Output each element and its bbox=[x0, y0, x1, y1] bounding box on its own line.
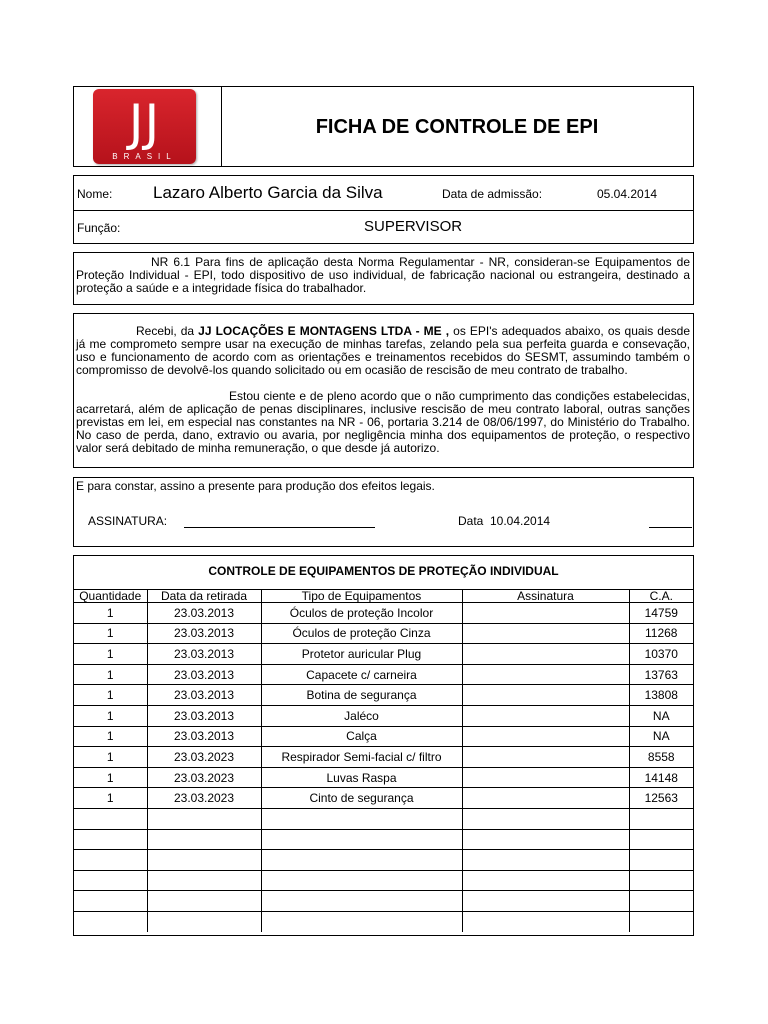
equipment-type-cell: Luvas Raspa bbox=[261, 767, 462, 788]
quantity-cell: 1 bbox=[74, 788, 147, 809]
withdrawal-date-cell bbox=[147, 808, 261, 829]
withdrawal-date-cell: 23.03.2013 bbox=[147, 603, 261, 624]
table-row bbox=[74, 850, 693, 871]
epi-table bbox=[74, 589, 693, 932]
withdrawal-date-cell: 23.03.2023 bbox=[147, 767, 261, 788]
equipment-type-cell: Capacete c/ carneira bbox=[261, 664, 462, 685]
quantity-cell: 1 bbox=[74, 705, 147, 726]
withdrawal-date-cell bbox=[147, 891, 261, 912]
table-row bbox=[74, 705, 693, 726]
signature-cell[interactable] bbox=[462, 664, 629, 685]
equipment-type-cell: Protetor auricular Plug bbox=[261, 644, 462, 665]
equipment-type-cell: Óculos de proteção Incolor bbox=[261, 603, 462, 624]
term-p1-intro: Recebi, da bbox=[136, 324, 199, 338]
withdrawal-date-cell bbox=[147, 829, 261, 850]
term-p1-body: os EPI's adequados abaixo, os quais desde já me comprometo sempre usar na execução de minhas tarefas, zelando pela sua perfeita guarda e consevação, uso e funcionamento de acordo com as orientações e treinamentos recebidos do SESMT, assumindo também o compromisso de devolvê-los quando solicitado ou em ocasião de rescisão de meu contrato de trabalho. bbox=[76, 324, 691, 377]
table-row bbox=[74, 891, 693, 912]
table-row bbox=[74, 623, 693, 644]
withdrawal-date-cell bbox=[147, 870, 261, 891]
employee-function-row bbox=[73, 210, 694, 244]
table-row bbox=[74, 911, 693, 931]
header-signature: Assinatura bbox=[462, 589, 629, 603]
table-row bbox=[74, 644, 693, 665]
header-ca: C.A. bbox=[629, 589, 693, 603]
signature-cell[interactable] bbox=[462, 726, 629, 747]
equipment-type-cell bbox=[261, 891, 462, 912]
quantity-cell bbox=[74, 829, 147, 850]
ca-cell: NA bbox=[629, 726, 693, 747]
signature-cell[interactable] bbox=[462, 788, 629, 809]
table-row bbox=[74, 808, 693, 829]
withdrawal-date-cell: 23.03.2023 bbox=[147, 747, 261, 768]
withdrawal-date-cell: 23.03.2013 bbox=[147, 685, 261, 706]
table-row bbox=[74, 870, 693, 891]
withdrawal-date-cell: 23.03.2013 bbox=[147, 726, 261, 747]
signature-cell[interactable] bbox=[462, 685, 629, 706]
ca-cell bbox=[629, 829, 693, 850]
quantity-cell: 1 bbox=[74, 623, 147, 644]
table-row bbox=[74, 685, 693, 706]
ca-cell: 13808 bbox=[629, 685, 693, 706]
ca-cell bbox=[629, 850, 693, 871]
table-row bbox=[74, 747, 693, 768]
equipment-type-cell bbox=[261, 911, 462, 931]
term-paragraph-1 bbox=[76, 325, 690, 377]
quantity-cell bbox=[74, 911, 147, 931]
equipment-type-cell: Jaléco bbox=[261, 705, 462, 726]
nr-definition-text: NR 6.1 Para fins de aplicação desta Norma Regulamentar - NR, consideran-se Equipamentos de Proteção Individual - EPI, todo dispositivo de uso individual, de fabricação nacional ou estrangeira, destinado a proteção a saúde e a integridade física do trabalhador. bbox=[76, 255, 690, 295]
admission-label: Data de admissão: bbox=[442, 187, 543, 201]
logo-subtitle: BRASIL bbox=[112, 152, 177, 161]
signature-cell[interactable] bbox=[462, 623, 629, 644]
signature-label: ASSINATURA: bbox=[88, 514, 168, 528]
signature-cell[interactable] bbox=[462, 603, 629, 624]
withdrawal-date-cell: 23.03.2013 bbox=[147, 664, 261, 685]
equipment-type-cell bbox=[261, 829, 462, 850]
signature-cell[interactable] bbox=[462, 829, 629, 850]
signature-cell[interactable] bbox=[462, 767, 629, 788]
table-row bbox=[74, 664, 693, 685]
ca-cell: NA bbox=[629, 705, 693, 726]
quantity-cell: 1 bbox=[74, 685, 147, 706]
equipment-type-cell bbox=[261, 870, 462, 891]
quantity-cell: 1 bbox=[74, 603, 147, 624]
quantity-cell: 1 bbox=[74, 767, 147, 788]
ca-cell: 12563 bbox=[629, 788, 693, 809]
ca-cell: 11268 bbox=[629, 623, 693, 644]
document-title: FICHA DE CONTROLE DE EPI bbox=[315, 116, 599, 138]
equipment-type-cell: Calça bbox=[261, 726, 462, 747]
quantity-cell bbox=[74, 891, 147, 912]
legal-statement: E para constar, assino a presente para produção dos efeitos legais. bbox=[76, 479, 435, 493]
employee-name-row bbox=[73, 175, 694, 211]
signature-cell[interactable] bbox=[462, 891, 629, 912]
quantity-cell: 1 bbox=[74, 644, 147, 665]
signature-date: 10.04.2014 bbox=[490, 514, 551, 528]
table-title: CONTROLE DE EQUIPAMENTOS DE PROTEÇÃO INDIVIDUAL bbox=[74, 556, 693, 590]
form-header bbox=[73, 86, 694, 167]
header-equipment-type: Tipo de Equipamentos bbox=[261, 589, 462, 603]
company-name: JJ LOCAÇÕES E MONTAGENS LTDA - ME , bbox=[198, 324, 450, 338]
equipment-type-cell: Respirador Semi-facial c/ filtro bbox=[261, 747, 462, 768]
name-label: Nome: bbox=[77, 187, 113, 201]
signature-cell[interactable] bbox=[462, 850, 629, 871]
company-logo bbox=[93, 89, 196, 164]
signature-date-label: Data bbox=[458, 514, 484, 528]
ca-cell bbox=[629, 891, 693, 912]
equipment-type-cell: Botina de segurança bbox=[261, 685, 462, 706]
term-paragraph-2: Estou ciente e de pleno acordo que o não cumprimento das condições estabelecidas, acarretará, além de aplicação de penas disciplinares, inclusive rescisão de meu contrato laboral, outras sanções previstas em lei, em especial nas constantes na NR - 06, portaria 3.214 de 08/06/1997, do Ministério do Trabalho. No caso de perda, dano, extravio ou avaria, por negligência minha dos equipamentos de proteção, o respectivo valor será debitado de minha remuneração, o que desde já autorizo. bbox=[76, 389, 690, 455]
signature-cell[interactable] bbox=[462, 705, 629, 726]
table-row bbox=[74, 603, 693, 624]
ca-cell: 10370 bbox=[629, 644, 693, 665]
signature-cell[interactable] bbox=[462, 747, 629, 768]
ca-cell bbox=[629, 870, 693, 891]
quantity-cell: 1 bbox=[74, 664, 147, 685]
nr-definition-box bbox=[73, 252, 694, 305]
quantity-cell bbox=[74, 870, 147, 891]
ca-cell: 14148 bbox=[629, 767, 693, 788]
ca-cell bbox=[629, 808, 693, 829]
epi-control-table-box bbox=[73, 555, 694, 936]
table-row bbox=[74, 767, 693, 788]
employee-name: Lazaro Alberto Garcia da Silva bbox=[153, 183, 383, 202]
signature-line[interactable] bbox=[184, 527, 375, 528]
signature-cell[interactable] bbox=[462, 870, 629, 891]
quantity-cell bbox=[74, 808, 147, 829]
equipment-type-cell: Cinto de segurança bbox=[261, 788, 462, 809]
quantity-cell: 1 bbox=[74, 747, 147, 768]
function-label: Função: bbox=[77, 221, 121, 235]
ca-cell: 8558 bbox=[629, 747, 693, 768]
signature-cell[interactable] bbox=[462, 808, 629, 829]
withdrawal-date-cell bbox=[147, 911, 261, 931]
date-line bbox=[649, 527, 692, 528]
withdrawal-date-cell: 23.03.2023 bbox=[147, 788, 261, 809]
employee-function: SUPERVISOR bbox=[364, 218, 463, 235]
equipment-type-cell bbox=[261, 808, 462, 829]
logo-letters: JJ bbox=[128, 94, 161, 152]
signature-cell[interactable] bbox=[462, 911, 629, 931]
withdrawal-date-cell: 23.03.2013 bbox=[147, 623, 261, 644]
responsibility-term-box bbox=[73, 313, 694, 468]
withdrawal-date-cell bbox=[147, 850, 261, 871]
table-row bbox=[74, 829, 693, 850]
equipment-type-cell: Óculos de proteção Cinza bbox=[261, 623, 462, 644]
ca-cell bbox=[629, 911, 693, 931]
signature-cell[interactable] bbox=[462, 644, 629, 665]
admission-date: 05.04.2014 bbox=[597, 187, 658, 201]
quantity-cell bbox=[74, 850, 147, 871]
header-withdrawal-date: Data da retirada bbox=[147, 589, 261, 603]
quantity-cell: 1 bbox=[74, 726, 147, 747]
withdrawal-date-cell: 23.03.2013 bbox=[147, 705, 261, 726]
ca-cell: 13763 bbox=[629, 664, 693, 685]
signature-box bbox=[73, 477, 694, 547]
ca-cell: 14759 bbox=[629, 603, 693, 624]
table-row bbox=[74, 788, 693, 809]
withdrawal-date-cell: 23.03.2013 bbox=[147, 644, 261, 665]
equipment-type-cell bbox=[261, 850, 462, 871]
header-quantity: Quantidade bbox=[74, 589, 147, 603]
table-row bbox=[74, 726, 693, 747]
